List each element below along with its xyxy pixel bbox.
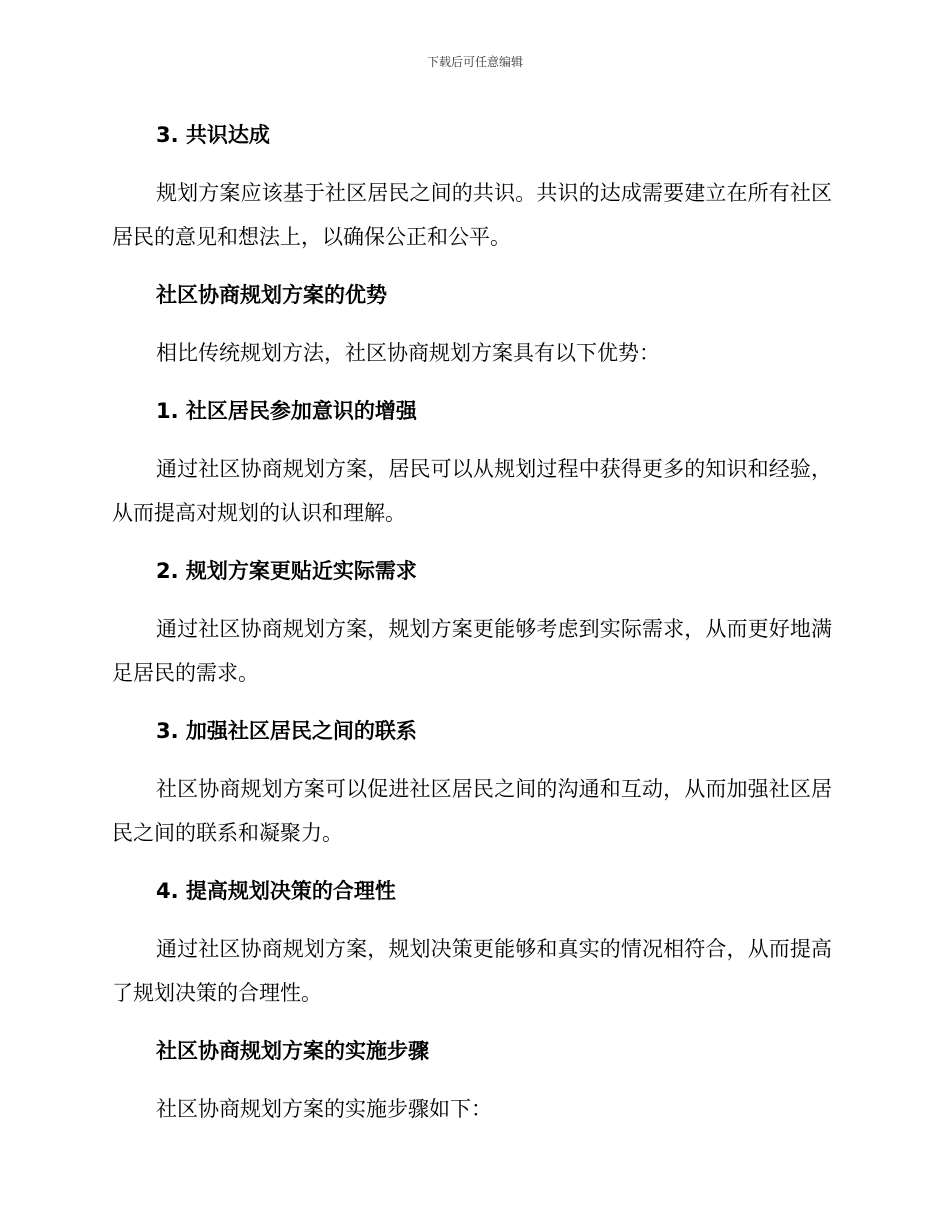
heading-advantage-4: 4. 提高规划决策的合理性 <box>156 879 396 903</box>
paragraph-advantage-4: 通过社区协商规划方案，规划决策更能够和真实的情况相符合，从而提高了规划决策的合理性。 <box>112 937 832 1005</box>
paragraph-advantages-intro: 相比传统规划方法，社区协商规划方案具有以下优势： <box>156 341 660 365</box>
paragraph-advantage-3: 社区协商规划方案可以促进社区居民之间的沟通和互动，从而加强社区居民之间的联系和凝聚力。 <box>112 777 832 845</box>
heading-advantage-1: 1. 社区居民参加意识的增强 <box>156 399 417 423</box>
section-heading-advantages: 社区协商规划方案的优势 <box>156 283 387 307</box>
document-body <box>112 113 832 1145</box>
heading-advantage-3: 3. 加强社区居民之间的联系 <box>156 719 417 743</box>
heading-advantage-2: 2. 规划方案更贴近实际需求 <box>156 559 417 583</box>
paragraph-advantage-2: 通过社区协商规划方案，规划方案更能够考虑到实际需求，从而更好地满足居民的需求。 <box>112 617 832 685</box>
section-heading-implementation: 社区协商规划方案的实施步骤 <box>156 1039 429 1063</box>
page-header: 下载后可任意编辑 <box>426 55 523 69</box>
section-heading-consensus: 3. 共识达成 <box>156 123 270 147</box>
paragraph-advantage-1: 通过社区协商规划方案，居民可以从规划过程中获得更多的知识和经验，从而提高对规划的认识和理解。 <box>112 457 832 525</box>
paragraph-consensus: 规划方案应该基于社区居民之间的共识。共识的达成需要建立在所有社区居民的意见和想法上，以确保公正和公平。 <box>112 181 832 249</box>
paragraph-implementation-intro: 社区协商规划方案的实施步骤如下： <box>156 1097 492 1121</box>
